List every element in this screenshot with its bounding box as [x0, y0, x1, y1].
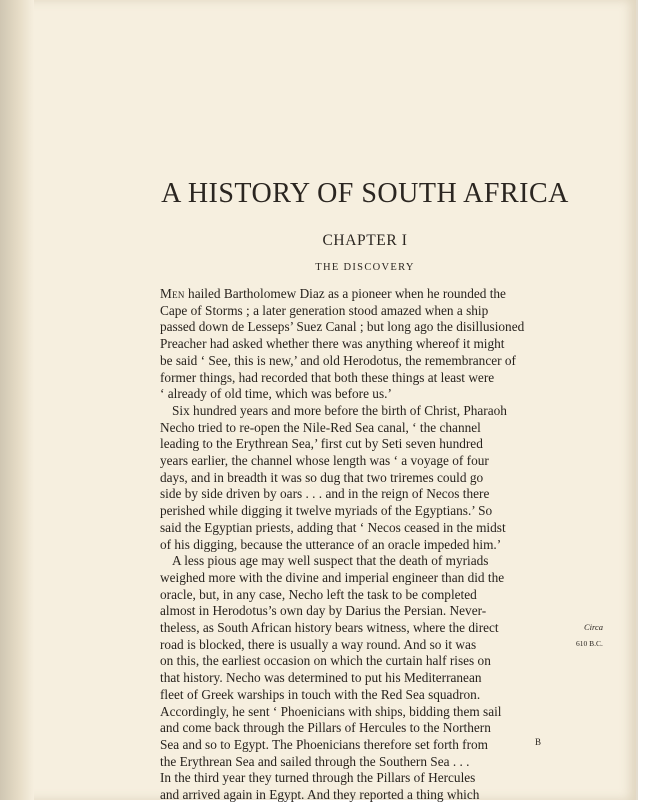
text-line: In the third year they turned through the Pillars of Hercules [160, 770, 476, 786]
text-line: and come back through the Pillars of Hercules to the Northern [160, 720, 491, 736]
page-edge [636, 0, 638, 800]
page-gutter [0, 0, 34, 800]
text-line: side by side driven by oars . . . and in the reign of Necos there [160, 486, 490, 502]
section-heading: THE DISCOVERY [315, 262, 415, 273]
text-line: days, and in breadth it was so dug that two triremes could go [160, 469, 484, 485]
text-line: years earlier, the channel whose length was ‘ a voyage of four [160, 453, 489, 469]
text-line: be said ‘ See, this is new,’ and old Herodotus, the remembrancer of [160, 352, 516, 368]
text-line: Cape of Storms ; a later generation stood amazed when a ship [160, 302, 489, 318]
body-text [160, 286, 580, 804]
text-line: passed down de Lesseps’ Suez Canal ; but long ago the disillusioned [160, 319, 525, 335]
text-line: Men hailed Bartholomew Diaz as a pioneer when he rounded the [160, 286, 506, 301]
text-line: Accordingly, he sent ‘ Phoenicians with ships, bidding them sail [160, 703, 502, 719]
text-line: oracle, but, in any case, Necho left the task to be completed [160, 586, 477, 602]
text-line: Six hundred years and more before the birth of Christ, Pharaoh [172, 402, 507, 418]
text-line: former things, had recorded that both these things at least were [160, 369, 495, 385]
text-line: perished while digging it twelve myriads of the Egyptians.’ So [160, 503, 493, 519]
margin-note-date: 610 B.C. [576, 639, 603, 648]
text-line: weighed more with the divine and imperial engineer than did the [160, 569, 505, 585]
text-line: A less pious age may well suspect that the death of myriads [172, 553, 489, 569]
drop-word: Men [160, 286, 185, 301]
chapter-heading: CHAPTER I [322, 232, 408, 249]
text-line: of his digging, because the utterance of an oracle impeded him.’ [160, 536, 502, 552]
margin-note-circa: Circa [584, 622, 604, 632]
text-line: the Erythrean Sea and sailed through the Southern Sea . . . [160, 753, 470, 769]
text-line: Sea and so to Egypt. The Phoenicians therefore set forth from [160, 736, 489, 752]
text-line: said the Egyptian priests, adding that ‘ Necos ceased in the midst [160, 519, 506, 535]
text-line: Preacher had asked whether there was anything whereof it might [160, 336, 505, 352]
book-title: A HISTORY OF SOUTH AFRICA [161, 178, 569, 209]
text-line: fleet of Greek warships in touch with the Red Sea squadron. [160, 686, 481, 702]
text-line: leading to the Erythrean Sea,’ first cut by Seti seven hundred [160, 436, 483, 452]
text-line: on this, the earliest occasion on which the curtain half rises on [160, 653, 491, 669]
text-line: and arrived again in Egypt. And they reported a thing which [160, 787, 480, 803]
signature-mark: B [535, 737, 542, 747]
text-line: road is blocked, there is usually a way round. And so it was [160, 636, 477, 652]
text-line: that history. Necho was determined to put his Mediterranean [160, 670, 482, 686]
text-line: Necho tried to re-open the Nile-Red Sea canal, ‘ the channel [160, 419, 481, 435]
text-line: theless, as South African history bears witness, where the direct [160, 620, 499, 636]
text-line: ‘ already of old time, which was before us.’ [160, 386, 392, 402]
text-line: almost in Herodotus’s own day by Darius the Persian. Never- [160, 603, 487, 619]
